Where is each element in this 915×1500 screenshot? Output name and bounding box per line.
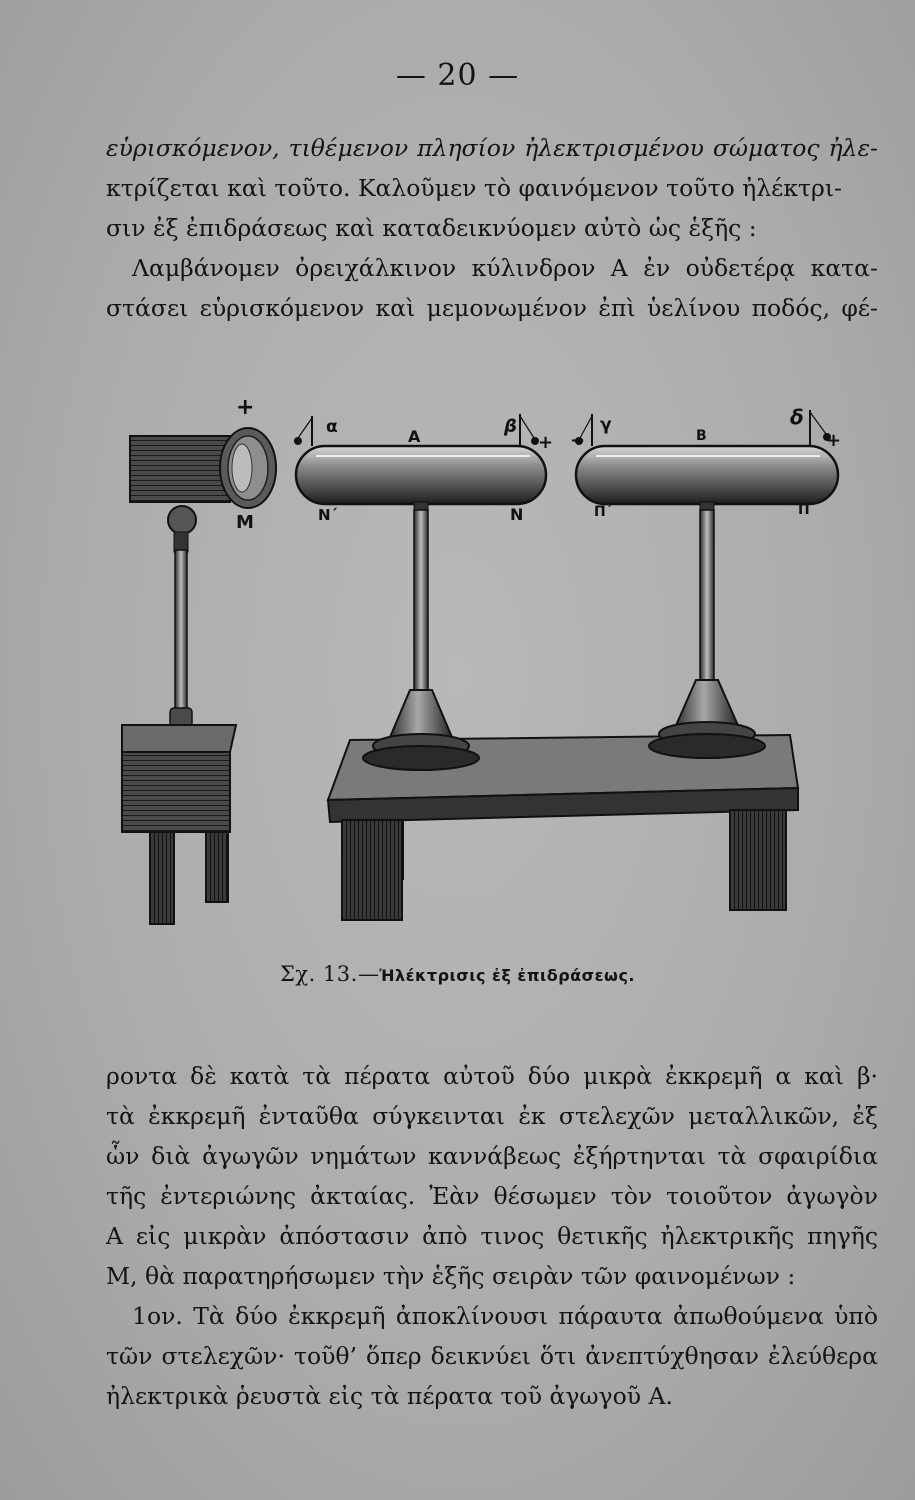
label-end-p1: Π΄: [594, 504, 612, 520]
text-line: Λαμβάνομεν ὀρειχάλκινον κύλινδρον Α ἐν οὐδετέρᾳ κατα-: [132, 254, 878, 282]
label-pendulum-g: γ: [600, 415, 612, 435]
text-line: 1ον. Τὰ δύο ἐκκρεμῆ ἀποκλίνουσι πάραυτα ἀπωθούμενα ὑπὸ: [132, 1302, 878, 1330]
source-conductor-m: [122, 428, 276, 924]
figure-caption: [0, 962, 915, 986]
conductor-b: [575, 410, 838, 758]
text-line: τῆς ἐντεριώνης ἀκταίας. Ἐὰν θέσωμεν τὸν τοιοῦτον ἀγωγὸν: [106, 1182, 878, 1210]
text-line: σιν ἐξ ἐπιδράσεως καὶ καταδεικνύομεν αὐτὸ ὡς ἑξῆς :: [106, 214, 757, 242]
text-line: ὧν διὰ ἀγωγῶν νημάτων καννάβεως ἐξήρτηνται τὰ σφαιρίδια: [106, 1142, 878, 1170]
text-line: στάσει εὑρισκόμενον καὶ μεμονωμένον ἐπὶ ὑελίνου ποδός, φέ-: [106, 294, 878, 322]
label-end-p: Π: [798, 502, 810, 518]
label-conductor-b: Β: [696, 428, 707, 444]
caption-number: Σχ. 13.—: [280, 962, 380, 986]
label-minus: −: [570, 430, 586, 451]
label-pendulum-b: β: [504, 416, 517, 437]
text-line: Μ, θὰ παρατηρήσωμεν τὴν ἑξῆς σειρὰν τῶν φαινομένων :: [106, 1262, 796, 1290]
text-line: ροντα δὲ κατὰ τὰ πέρατα αὐτοῦ δύο μικρὰ ἐκκρεμῆ α καὶ β·: [106, 1062, 878, 1090]
label-pendulum-a: α: [326, 417, 338, 437]
caption-text: Ἠλέκτρισις ἐξ ἐπιδράσεως.: [379, 966, 635, 985]
bottom-paragraph: [106, 1056, 878, 1416]
label-conductor-a: Α: [408, 427, 421, 446]
label-source: Μ: [236, 512, 254, 533]
page-number: — 20 —: [395, 58, 520, 93]
text-line: Α εἰς μικρὰν ἀπόστασιν ἀπὸ τινος θετικῆς ἠλεκτρικῆς πηγῆς: [106, 1222, 878, 1250]
text-line: ἠλεκτρικὰ ῥευστὰ εἰς τὰ πέρατα τοῦ ἀγωγοῦ Α.: [106, 1382, 673, 1410]
text-line: τὰ ἐκκρεμῆ ἐνταῦθα σύγκεινται ἐκ στελεχῶν μεταλλικῶν, ἐξ: [106, 1102, 878, 1130]
text-line: εὑρισκόμενον, τιθέμενον πλησίον ἠλεκτρισμένου σώματος ἠλε-: [106, 134, 878, 162]
top-paragraph: [106, 128, 878, 328]
induction-apparatus-figure: [110, 380, 870, 950]
label-end-n: Ν: [510, 505, 524, 524]
label-pendulum-d: δ: [790, 405, 804, 429]
text-line: κτρίζεται καὶ τοῦτο. Καλοῦμεν τὸ φαινόμενον τοῦτο ἠλέκτρι-: [106, 174, 842, 202]
label-plus-b: +: [538, 432, 554, 453]
label-plus-d: +: [826, 430, 842, 451]
label-end-n1: Ν΄: [318, 506, 338, 524]
conductor-a: [294, 414, 546, 770]
label-source-sign: +: [236, 395, 255, 420]
text-line: τῶν στελεχῶν· τοῦθ’ ὅπερ δεικνύει ὅτι ἀνεπτύχθησαν ἐλεύθερα: [106, 1342, 878, 1370]
